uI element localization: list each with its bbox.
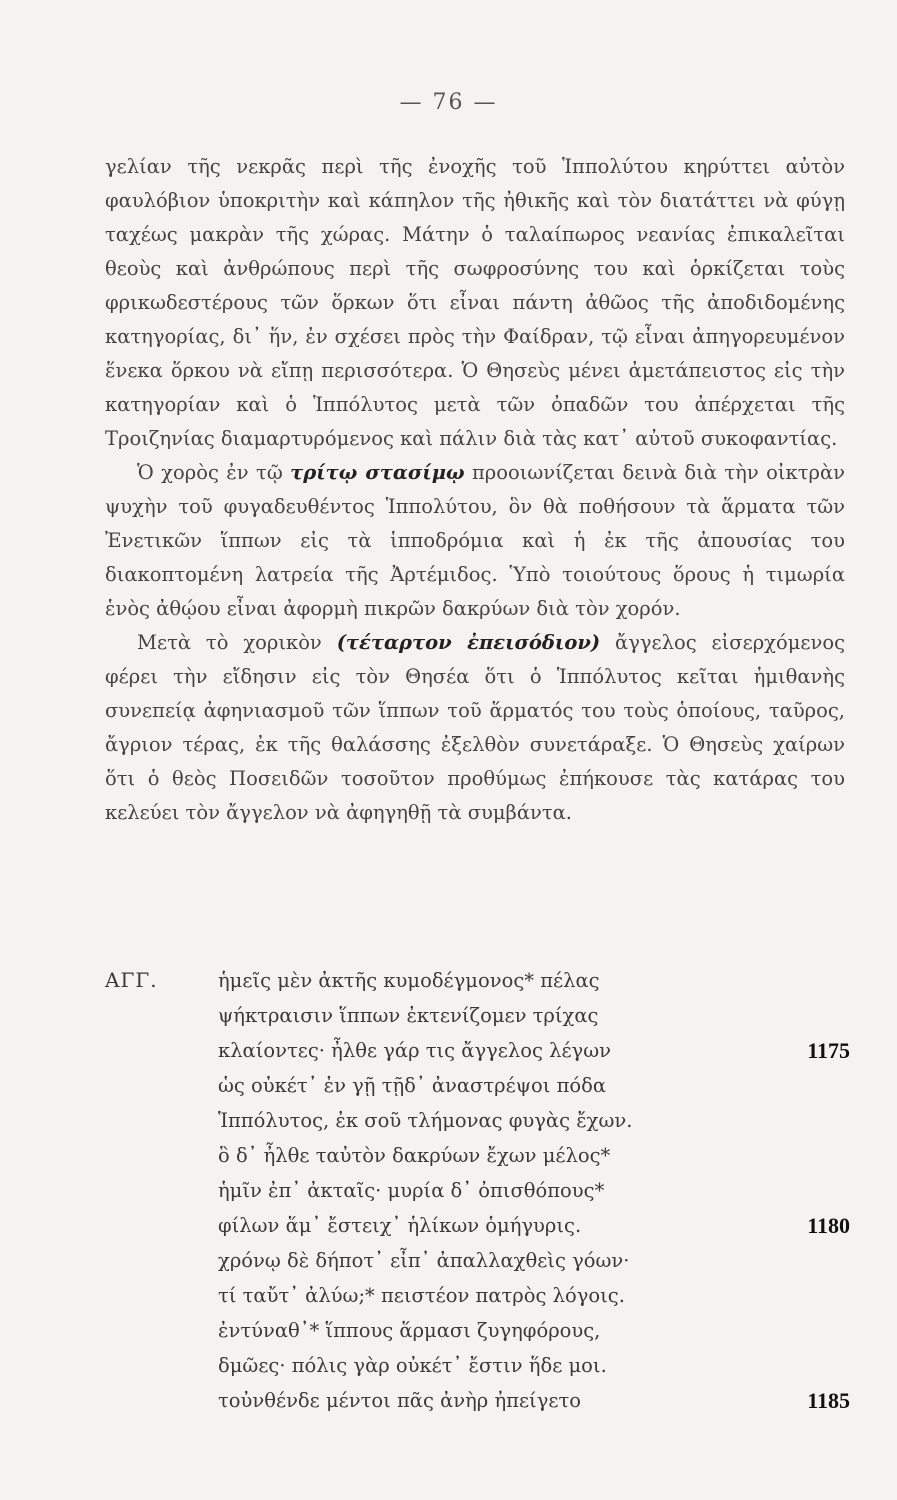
paragraph-2-emphasis: τρίτῳ στασίμῳ — [290, 461, 465, 484]
verse-line — [105, 1313, 850, 1348]
verse-line-text: κλαίοντες· ἦλθε γάρ τις ἄγγελος λέγων — [218, 1039, 611, 1062]
verse-line-text: φίλων ἅμ᾽ ἔστειχ᾽ ἡλίκων ὁμήγυρις. — [218, 1214, 582, 1237]
paragraph-3-emphasis: (τέταρτον ἐπεισόδιον) — [336, 631, 601, 654]
verse-line — [105, 963, 850, 998]
verse-line — [105, 1138, 850, 1173]
verse-line-text: Ἱππόλυτος, ἐκ σοῦ τλήμονας φυγὰς ἔχων. — [218, 1109, 633, 1132]
verse-line-text: τί ταὔτ᾽ ἀλύω;* πειστέον πατρὸς λόγοις. — [218, 1284, 625, 1307]
line-number: 1185 — [807, 1388, 850, 1413]
verse-line — [105, 998, 850, 1033]
paragraph-3-post: ἄγγελος εἰσερχόμενος φέρει τὴν εἴδησιν εἰς τὸν Θησέα ὅτι ὁ Ἱππόλυτος κεῖται ἡμιθανὴς συνεπείᾳ ἀφηνιασμοῦ τῶν ἵππων τοῦ ἅρματός του τοὺς ὁποίους, ταῦρος, ἄγριον τέρας, ἐκ τῆς θαλάσσης ἐξελθὸν συνετάραξε. Ὁ Θησεὺς χαίρων ὅτι ὁ θεὸς Ποσειδῶν τοσοῦτον προθύμως ἐπήκουσε τὰς κατάρας του κελεύει τὸν ἄγγελον νὰ ἀφηγηθῇ τὰ συμβάντα. — [105, 631, 845, 824]
verse-line-text: ἡμεῖς μὲν ἀκτῆς κυμοδέγμονος* πέλας — [218, 969, 600, 992]
verse-line-text: ὃ δ᾽ ἦλθε ταὐτὸν δακρύων ἔχων μέλος* — [218, 1144, 611, 1167]
verse-line-text: ψήκτραισιν ἵππων ἐκτενίζομεν τρίχας — [218, 1004, 599, 1027]
verse-line — [105, 1033, 850, 1068]
paragraph-3 — [105, 626, 845, 830]
verse-block — [105, 963, 850, 1418]
verse-line — [105, 1208, 850, 1243]
line-number: 1180 — [807, 1213, 850, 1238]
verse-line — [105, 1348, 850, 1383]
verse-line-text: χρόνῳ δὲ δήποτ᾽ εἶπ᾽ ἀπαλλαχθεὶς γόων· — [218, 1249, 630, 1272]
paragraph-3-pre: Μετὰ τὸ χορικὸν — [137, 631, 337, 654]
verse-line — [105, 1173, 850, 1208]
prose-body — [105, 150, 845, 830]
page-number: — 76 — — [399, 90, 498, 115]
paragraph-2-post: προοιωνίζεται δεινὰ διὰ τὴν οἰκτρὰν ψυχὴν τοῦ φυγαδευθέντος Ἱππολύτου, ὃν θὰ ποθήσουν τὰ ἅρματα τῶν Ἐνετικῶν ἵππων εἰς τὰ ἱπποδρόμια καὶ ἡ ἐκ τῆς ἀπουσίας του διακοπτομένη λατρεία τῆς Ἀρτέμιδος. Ὑπὸ τοιούτους ὅρους ἡ τιμωρία ἑνὸς ἀθῴου εἶναι ἀφορμὴ πικρῶν δακρύων διὰ τὸν χορόν. — [105, 461, 845, 620]
verse-line — [105, 1383, 850, 1418]
verse-line — [105, 1278, 850, 1313]
speaker-label: ΑΓΓ. — [105, 968, 158, 992]
verse-line-text: ὡς οὐκέτ᾽ ἐν γῇ τῇδ᾽ ἀναστρέψοι πόδα — [218, 1074, 607, 1097]
paragraph-2-pre: Ὁ χορὸς ἐν τῷ — [137, 461, 291, 484]
verse-line — [105, 1068, 850, 1103]
verse-line-text: τοὐνθένδε μέντοι πᾶς ἀνὴρ ἠπείγετο — [218, 1389, 581, 1412]
paragraph-2 — [105, 456, 845, 626]
verse-line — [105, 1243, 850, 1278]
verse-line — [105, 1103, 850, 1138]
verse-line-text: δμῶες· πόλις γὰρ οὐκέτ᾽ ἔστιν ἥδε μοι. — [218, 1354, 607, 1377]
paragraph-1: γελίαν τῆς νεκρᾶς περὶ τῆς ἐνοχῆς τοῦ Ἱππολύτου κηρύττει αὐτὸν φαυλόβιον ὑποκριτὴν καὶ κάπηλον τῆς ἠθικῆς καὶ τὸν διατάττει νὰ φύγῃ ταχέως μακρὰν τῆς χώρας. Μάτην ὁ ταλαίπωρος νεανίας ἐπικαλεῖται θεοὺς καὶ ἀνθρώπους περὶ τῆς σωφροσύνης του καὶ ὁρκίζεται τοὺς φρικωδεστέρους τῶν ὅρκων ὅτι εἶναι πάντη ἀθῶος τῆς ἀποδιδομένης κατηγορίας, δι᾽ ἥν, ἐν σχέσει πρὸς τὴν Φαίδραν, τῷ εἶναι ἀπηγορευμένον ἕνεκα ὅρκου νὰ εἴπῃ περισσότερα. Ὁ Θησεὺς μένει ἀμετάπειστος εἰς τὴν κατηγορίαν καὶ ὁ Ἱππόλυτος μετὰ τῶν ὀπαδῶν του ἀπέρχεται τῆς Τροιζηνίας διαμαρτυρόμενος καὶ πάλιν διὰ τὰς κατ᾽ αὐτοῦ συκοφαντίας. — [105, 155, 845, 450]
verse-line-text: ἐντύναθ᾽* ἵππους ἅρμασι ζυγηφόρους, — [218, 1319, 601, 1342]
verse-line-text: ἡμῖν ἐπ᾽ ἀκταῖς· μυρία δ᾽ ὀπισθόπους* — [218, 1179, 605, 1202]
line-number: 1175 — [807, 1038, 850, 1063]
